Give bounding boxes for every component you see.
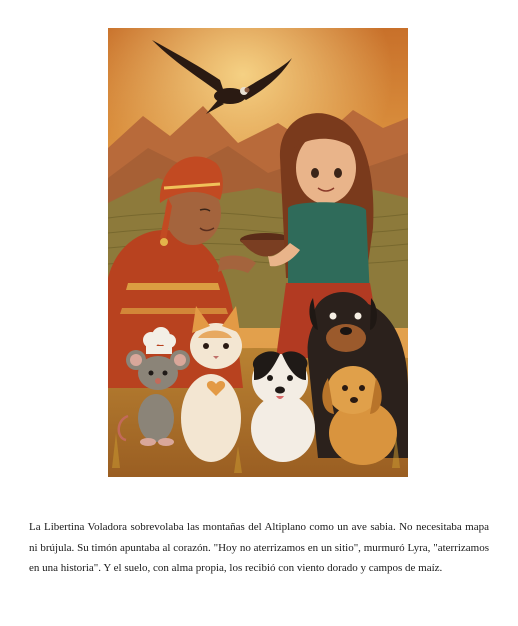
story-illustration [108,28,408,477]
illustration-canvas [108,28,408,477]
black-white-puppy [251,351,315,462]
story-paragraph: La Libertina Voladora sobrevolaba las montañas del Altiplano como un ave sabia. No necesitaba mapa ni brújula. Su timón apuntaba al corazón. "Hoy no aterrizamos en un sitio", murmuró Lyra, "aterrizamos en una historia". Y el suelo, con alma propia, los recibió con viento dorado y campos de maíz. [29,521,489,574]
